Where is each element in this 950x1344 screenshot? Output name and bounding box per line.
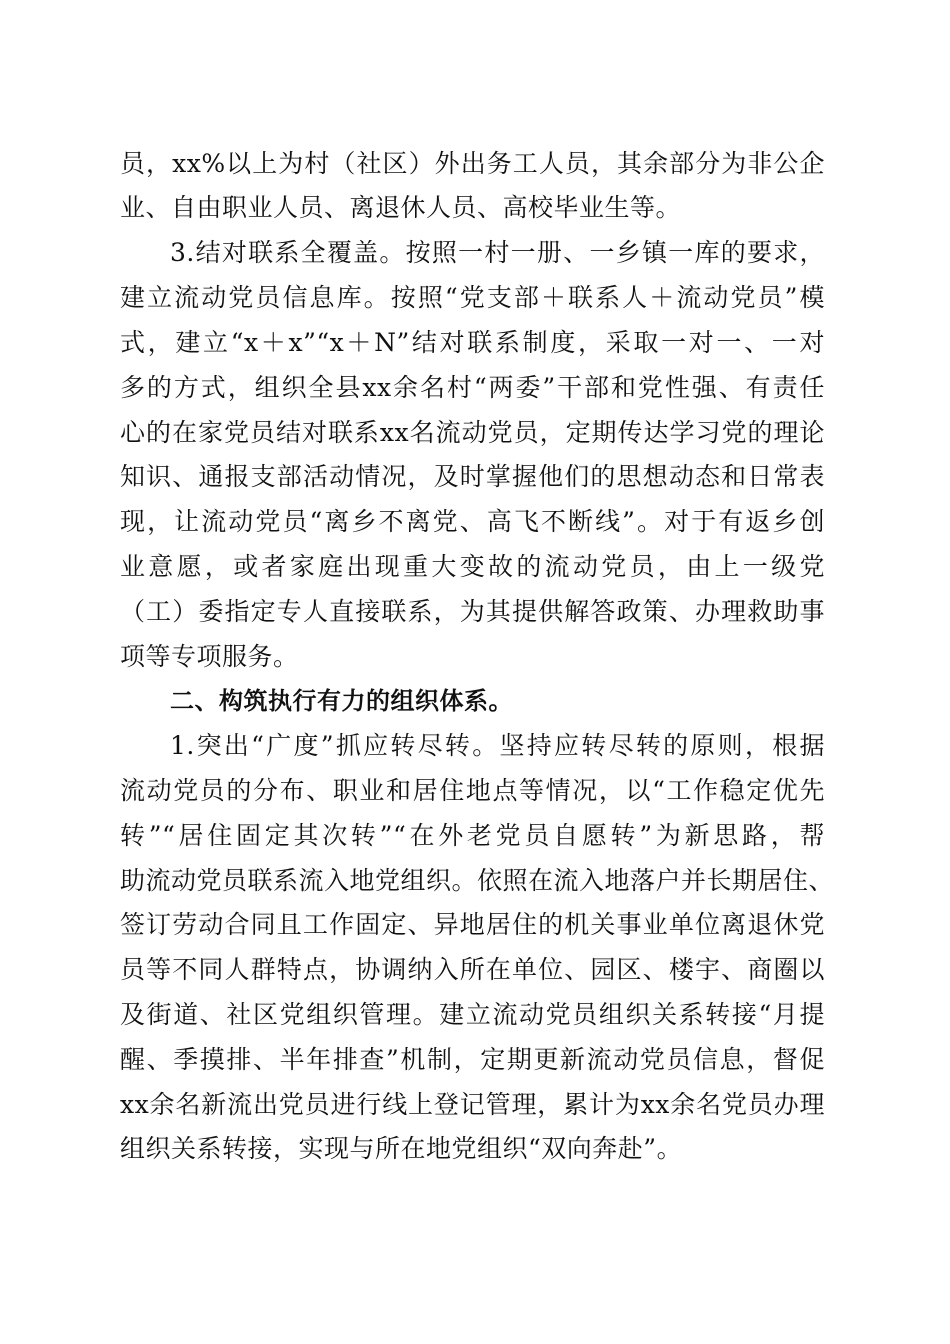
paragraph-line: 业、自由职业人员、离退休人员、高校毕业生等。	[120, 193, 682, 222]
paragraph-line: 业意愿，或者家庭出现重大变故的流动党员，由上一级党	[120, 552, 825, 581]
paragraph-line: 式，建立“x＋x”“x＋N”结对联系制度，采取一对一、一对	[120, 328, 825, 357]
paragraph-line: 多的方式，组织全县xx余名村“两委”干部和党性强、有责任	[120, 373, 825, 402]
paragraph-line: 心的在家党员结对联系xx名流动党员，定期传达学习党的理论	[120, 418, 825, 447]
paragraph-line: 流动党员的分布、职业和居住地点等情况，以“工作稳定优先	[120, 776, 825, 805]
paragraph-line: 员，xx%以上为村（社区）外出务工人员，其余部分为非公企	[120, 149, 825, 178]
paragraph-line: （工）委指定专人直接联系，为其提供解答政策、办理救助事	[120, 597, 825, 626]
paragraph-line: 知识、通报支部活动情况，及时掌握他们的思想动态和日常表	[120, 462, 825, 491]
paragraph-line: 转”“居住固定其次转”“在外老党员自愿转”为新思路，帮	[120, 821, 825, 850]
paragraph-line: 醒、季摸排、半年排查”机制，定期更新流动党员信息，督促	[120, 1045, 825, 1074]
paragraph-line: 组织关系转接，实现与所在地党组织“双向奔赴”。	[120, 1134, 683, 1163]
paragraph-line: 员等不同人群特点，协调纳入所在单位、园区、楼宇、商圈以	[120, 955, 825, 984]
paragraph-line: 及街道、社区党组织管理。建立流动党员组织关系转接“月提	[120, 1000, 825, 1029]
paragraph-line: xx余名新流出党员进行线上登记管理，累计为xx余名党员办理	[120, 1090, 825, 1119]
paragraph-line: 助流动党员联系流入地党组织。依照在流入地落户并长期居住、	[120, 866, 835, 895]
paragraph-line: 现，让流动党员“离乡不离党、高飞不断线”。对于有返乡创	[120, 507, 825, 536]
paragraph-line: 3.结对联系全覆盖。按照一村一册、一乡镇一库的要求，	[170, 238, 825, 267]
paragraph-line: 项等专项服务。	[120, 642, 299, 671]
paragraph-line: 签订劳动合同且工作固定、异地居住的机关事业单位离退休党	[120, 910, 825, 939]
section-heading: 二、构筑执行有力的组织体系。	[170, 687, 513, 715]
paragraph-line: 建立流动党员信息库。按照“党支部＋联系人＋流动党员”模	[120, 283, 825, 312]
paragraph-line: 1.突出“广度”抓应转尽转。坚持应转尽转的原则，根据	[170, 731, 825, 760]
